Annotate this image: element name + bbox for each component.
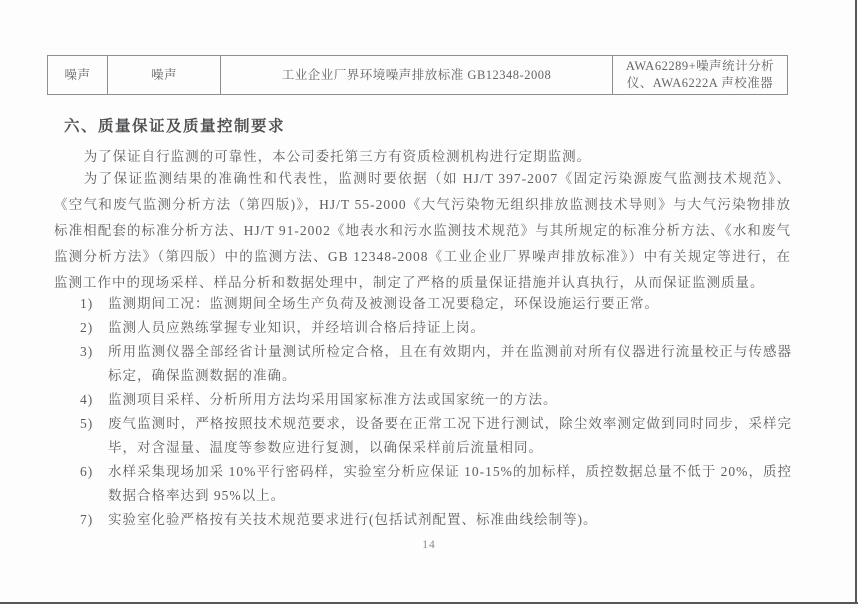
scan-edge-bottom: [0, 602, 858, 604]
list-item: [80, 340, 792, 388]
list-item-text: 废气监测时，严格按照技术规范要求，设备要在正常工况下进行测试，除尘效率测定做到同时同步，采样完毕，对含湿量、温度等参数应进行复测，以确保采样前后流量相同。: [108, 416, 792, 455]
list-item-number: 3): [80, 344, 94, 359]
paragraph-accuracy: 为了保证监测结果的准确性和代表性，监测时要依据（如 HJ/T 397-2007《固定污染源废气监测技术规范》、《空气和废气监测分析方法（第四版)》，HJ/T 55-2000《大气污染物无组织排放监测技术导则》与大气污染物排放标准相配套的标准分析方法、HJ/T 91-2002《地表水和污水监测技术规范》与其所规定的标准分析方法、《水和废气监测分析方法》（第四版）中的监测方法、GB 12348-2008《工业企业厂界噪声排放标准》）中有关规定等进行，在监测工作中的现场采样、样品分析和数据处理中，制定了严格的质量保证措施并认真执行，从而保证监测质量。: [54, 171, 791, 290]
list-item-number: 4): [80, 392, 94, 407]
list-item-number: 6): [80, 464, 94, 479]
qc-requirements-list: [80, 292, 792, 532]
table-row: [48, 56, 788, 95]
list-item: [80, 316, 792, 340]
monitoring-table: [47, 55, 788, 95]
list-item: [80, 460, 792, 508]
table-cell-instrument: AWA62289+噪声统计分析仪、AWA6222A 声校准器: [613, 56, 788, 95]
list-item-text: 水样采集现场加采 10%平行密码样，实验室分析应保证 10-15%的加标样，质控数据总量不低于 20%，质控数据合格率达到 95%以上。: [108, 464, 792, 503]
list-item-text: 监测期间工况：监测期间全场生产负荷及被测设备工况要稳定，环保设施运行要正常。: [108, 296, 659, 311]
list-item-text: 所用监测仪器全部经省计量测试所检定合格，且在有效期内，并在监测前对所有仪器进行流量校正与传感器标定，确保监测数据的准确。: [108, 344, 792, 383]
list-item-number: 2): [80, 320, 94, 335]
page-number: 14: [422, 539, 436, 551]
list-item: [80, 508, 792, 532]
scan-edge-right: [855, 0, 857, 603]
list-item-text: 监测人员应熟练掌握专业知识，并经培训合格后持证上岗。: [108, 320, 485, 335]
list-item-text: 监测项目采样、分析所用方法均采用国家标准方法或国家统一的方法。: [108, 392, 558, 407]
table-cell-category: 噪声: [48, 56, 108, 95]
list-item-number: 1): [80, 296, 94, 311]
paragraph-reliability: 为了保证自行监测的可靠性，本公司委托第三方有资质检测机构进行定期监测。: [83, 149, 592, 164]
list-item-number: 7): [80, 512, 94, 527]
list-item: [80, 388, 792, 412]
list-item: [80, 292, 792, 316]
table-cell-item: 噪声: [108, 56, 221, 95]
list-item-text: 实验室化验严格按有关技术规范要求进行(包括试剂配置、标准曲线绘制等)。: [108, 512, 598, 527]
table-cell-standard: 工业企业厂界环境噪声排放标准 GB12348-2008: [221, 56, 613, 95]
list-item-number: 5): [80, 416, 94, 431]
section-heading: 六、质量保证及质量控制要求: [64, 118, 286, 135]
list-item: [80, 412, 792, 460]
